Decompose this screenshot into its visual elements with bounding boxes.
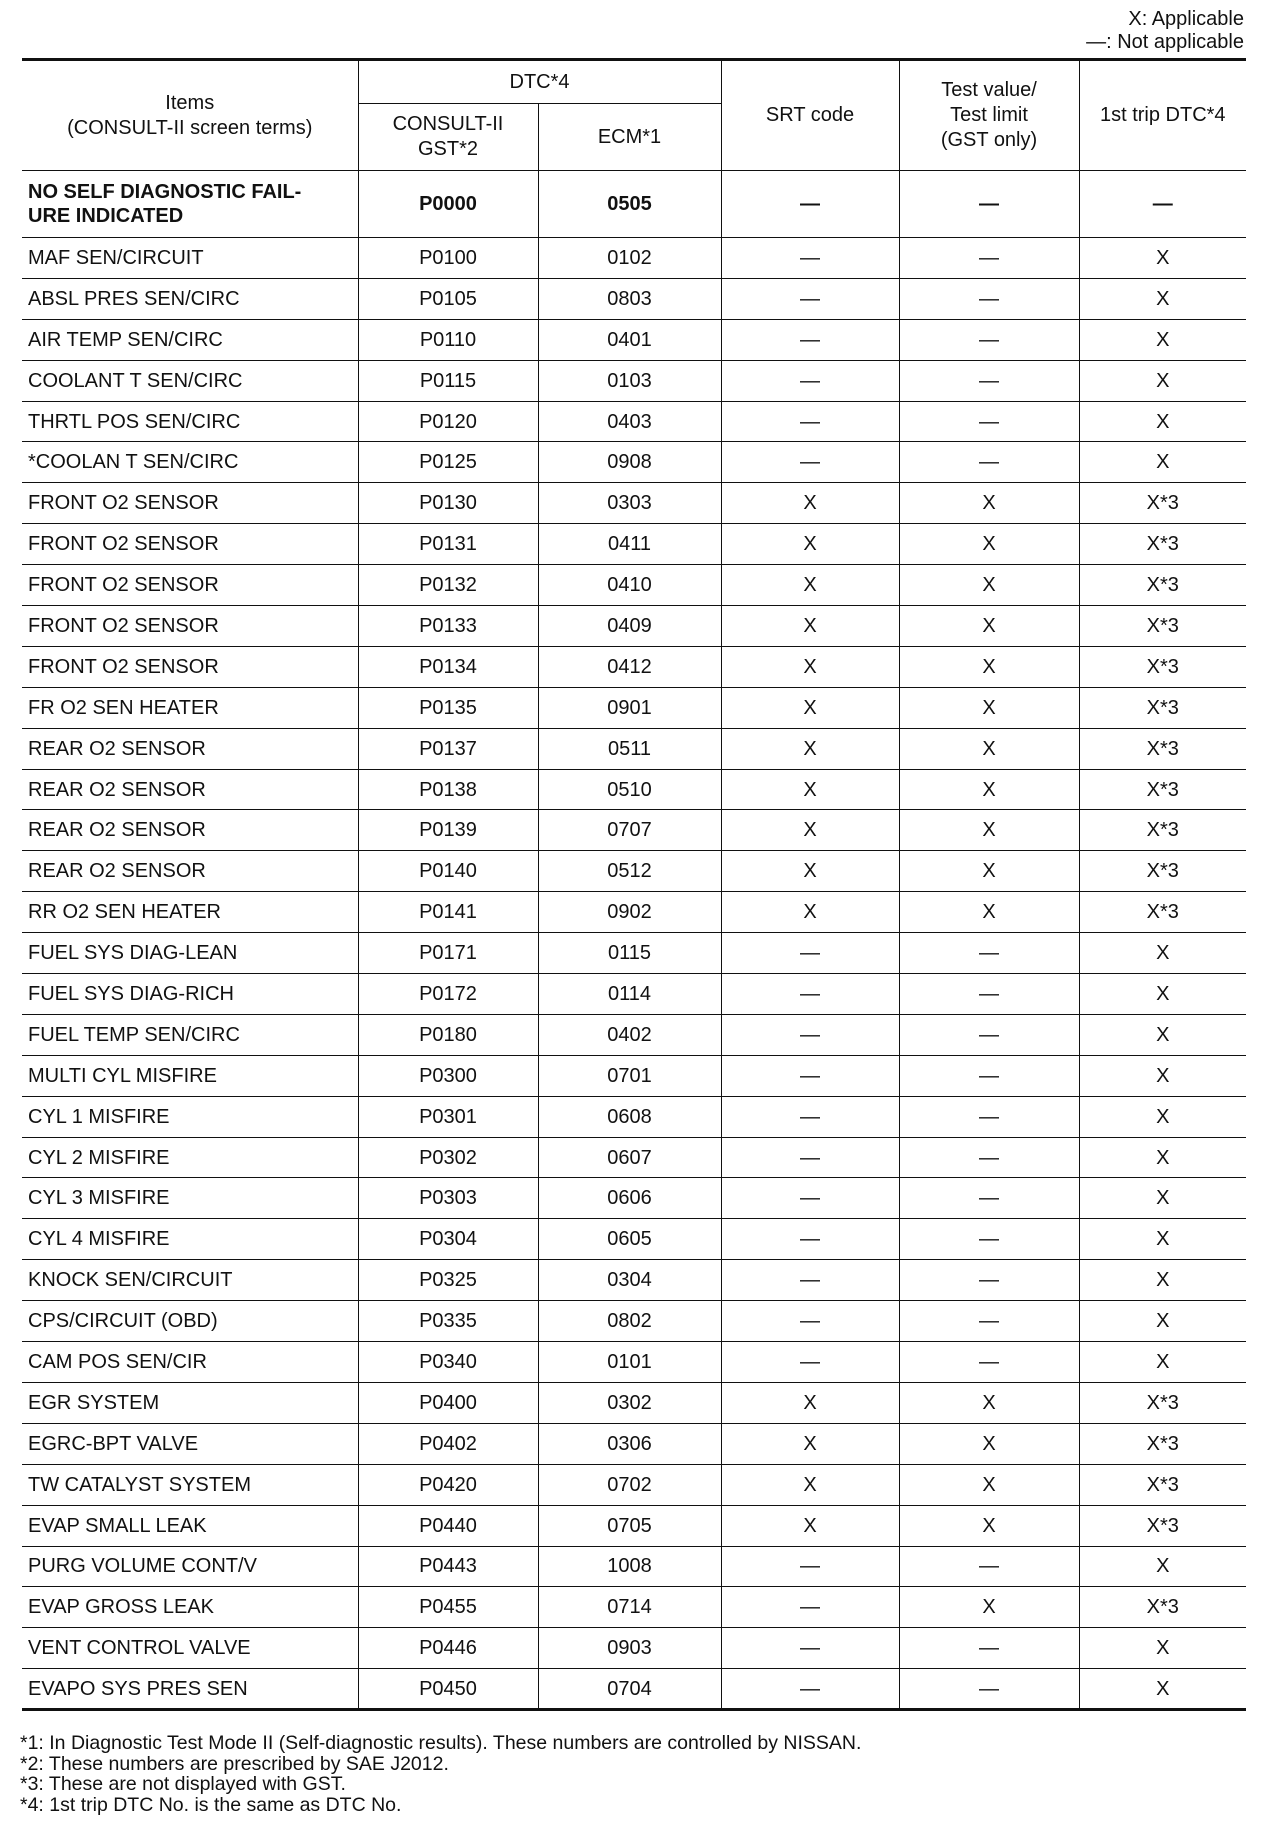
srt-cell: — xyxy=(721,1546,899,1587)
table-row xyxy=(22,892,1246,933)
srt-cell: X xyxy=(721,810,899,851)
item-cell: FRONT O2 SENSOR xyxy=(22,524,358,565)
srt-cell: — xyxy=(721,1178,899,1219)
first-trip-cell: X xyxy=(1079,360,1246,401)
item-cell: REAR O2 SENSOR xyxy=(22,728,358,769)
footnote: *2: These numbers are prescribed by SAE J2012. xyxy=(20,1752,449,1775)
srt-cell: — xyxy=(721,1137,899,1178)
first-trip-cell: X xyxy=(1079,442,1246,483)
ecm-cell: 1008 xyxy=(538,1546,721,1587)
item-cell: RR O2 SEN HEATER xyxy=(22,892,358,933)
ecm-cell: 0302 xyxy=(538,1382,721,1423)
first-trip-cell: X xyxy=(1079,1014,1246,1055)
consult-cell: P0134 xyxy=(358,646,538,687)
test-cell: — xyxy=(899,1137,1079,1178)
srt-cell: X xyxy=(721,524,899,565)
item-cell: EVAP GROSS LEAK xyxy=(22,1587,358,1628)
ecm-cell: 0511 xyxy=(538,728,721,769)
test-cell: X xyxy=(899,524,1079,565)
first-trip-cell: X xyxy=(1079,278,1246,319)
ecm-cell: 0304 xyxy=(538,1260,721,1301)
table-row xyxy=(22,401,1246,442)
item-cell: KNOCK SEN/CIRCUIT xyxy=(22,1260,358,1301)
table-row xyxy=(22,1096,1246,1137)
first-trip-cell: X*3 xyxy=(1079,606,1246,647)
table-row xyxy=(22,1260,1246,1301)
legend-applicable: X: Applicable xyxy=(1128,8,1244,30)
consult-cell: P0402 xyxy=(358,1423,538,1464)
consult-cell: P0105 xyxy=(358,278,538,319)
table-row xyxy=(22,1301,1246,1342)
consult-cell: P0130 xyxy=(358,483,538,524)
consult-cell: P0133 xyxy=(358,606,538,647)
ecm-cell: 0303 xyxy=(538,483,721,524)
consult-cell: P0139 xyxy=(358,810,538,851)
consult-cell: P0180 xyxy=(358,1014,538,1055)
srt-cell: X xyxy=(721,1423,899,1464)
srt-cell: — xyxy=(721,1342,899,1383)
test-cell: X xyxy=(899,1382,1079,1423)
table-row xyxy=(22,483,1246,524)
first-trip-cell: X xyxy=(1079,1219,1246,1260)
first-trip-cell: X*3 xyxy=(1079,483,1246,524)
consult-cell: P0140 xyxy=(358,851,538,892)
consult-cell: P0138 xyxy=(358,769,538,810)
first-trip-cell: X xyxy=(1079,933,1246,974)
srt-cell: X xyxy=(721,1464,899,1505)
srt-cell: — xyxy=(721,238,899,279)
item-cell: PURG VOLUME CONT/V xyxy=(22,1546,358,1587)
item-cell: MULTI CYL MISFIRE xyxy=(22,1055,358,1096)
test-cell: — xyxy=(899,238,1079,279)
srt-cell: — xyxy=(721,1260,899,1301)
table-row xyxy=(22,1669,1246,1710)
first-trip-cell: X*3 xyxy=(1079,1505,1246,1546)
ecm-cell: 0115 xyxy=(538,933,721,974)
consult-cell: P0450 xyxy=(358,1669,538,1710)
item-cell: FRONT O2 SENSOR xyxy=(22,606,358,647)
consult-cell: P0100 xyxy=(358,238,538,279)
test-cell: — xyxy=(899,401,1079,442)
srt-cell: X xyxy=(721,606,899,647)
item-cell: FUEL SYS DIAG-LEAN xyxy=(22,933,358,974)
first-trip-cell: X xyxy=(1079,974,1246,1015)
item-cell: CYL 4 MISFIRE xyxy=(22,1219,358,1260)
first-trip-cell: X*3 xyxy=(1079,1587,1246,1628)
item-cell: THRTL POS SEN/CIRC xyxy=(22,401,358,442)
consult-cell: P0141 xyxy=(358,892,538,933)
table-row xyxy=(22,1055,1246,1096)
first-trip-cell: X xyxy=(1079,1260,1246,1301)
item-cell: EGRC-BPT VALVE xyxy=(22,1423,358,1464)
ecm-cell: 0605 xyxy=(538,1219,721,1260)
ecm-cell: 0704 xyxy=(538,1669,721,1710)
srt-cell: X xyxy=(721,687,899,728)
ecm-cell: 0103 xyxy=(538,360,721,401)
ecm-cell: 0410 xyxy=(538,565,721,606)
ecm-cell: 0606 xyxy=(538,1178,721,1219)
first-trip-cell: X xyxy=(1079,1301,1246,1342)
test-cell: — xyxy=(899,1546,1079,1587)
srt-cell: — xyxy=(721,401,899,442)
ecm-cell: 0102 xyxy=(538,238,721,279)
ecm-cell: 0908 xyxy=(538,442,721,483)
srt-cell: — xyxy=(721,1587,899,1628)
table-row xyxy=(22,606,1246,647)
ecm-cell: 0412 xyxy=(538,646,721,687)
item-cell: FR O2 SEN HEATER xyxy=(22,687,358,728)
first-trip-cell: X*3 xyxy=(1079,851,1246,892)
table-row xyxy=(22,1628,1246,1669)
item-cell: EVAP SMALL LEAK xyxy=(22,1505,358,1546)
ecm-cell: 0802 xyxy=(538,1301,721,1342)
table-row xyxy=(22,1342,1246,1383)
table-row xyxy=(22,1464,1246,1505)
first-trip-cell: X xyxy=(1079,1178,1246,1219)
srt-cell: — xyxy=(721,1219,899,1260)
item-cell: CYL 1 MISFIRE xyxy=(22,1096,358,1137)
consult-cell: P0325 xyxy=(358,1260,538,1301)
test-cell: — xyxy=(899,1342,1079,1383)
first-trip-cell: X*3 xyxy=(1079,1423,1246,1464)
first-trip-cell: X xyxy=(1079,1546,1246,1587)
first-trip-cell: X*3 xyxy=(1079,565,1246,606)
first-trip-cell: X*3 xyxy=(1079,810,1246,851)
srt-cell: — xyxy=(721,933,899,974)
item-cell: AIR TEMP SEN/CIRC xyxy=(22,319,358,360)
ecm-cell: 0403 xyxy=(538,401,721,442)
first-trip-cell: — xyxy=(1079,171,1246,238)
ecm-cell: 0608 xyxy=(538,1096,721,1137)
item-cell: *COOLAN T SEN/CIRC xyxy=(22,442,358,483)
footnote: *4: 1st trip DTC No. is the same as DTC No. xyxy=(20,1793,402,1816)
item-cell: FUEL SYS DIAG-RICH xyxy=(22,974,358,1015)
item-cell: CYL 3 MISFIRE xyxy=(22,1178,358,1219)
item-cell: CAM POS SEN/CIR xyxy=(22,1342,358,1383)
first-trip-cell: X xyxy=(1079,1628,1246,1669)
first-trip-cell: X*3 xyxy=(1079,524,1246,565)
table-row xyxy=(22,1382,1246,1423)
ecm-cell: 0505 xyxy=(538,171,721,238)
test-cell: — xyxy=(899,1096,1079,1137)
consult-cell: P0304 xyxy=(358,1219,538,1260)
srt-cell: — xyxy=(721,1014,899,1055)
ecm-cell: 0114 xyxy=(538,974,721,1015)
test-cell: X xyxy=(899,892,1079,933)
table-row xyxy=(22,1546,1246,1587)
table-row xyxy=(22,810,1246,851)
srt-cell: — xyxy=(721,974,899,1015)
table-row xyxy=(22,851,1246,892)
item-cell: VENT CONTROL VALVE xyxy=(22,1628,358,1669)
table-row xyxy=(22,1505,1246,1546)
first-trip-cell: X*3 xyxy=(1079,892,1246,933)
table-row xyxy=(22,1587,1246,1628)
footnote: *3: These are not displayed with GST. xyxy=(20,1773,346,1795)
table-row xyxy=(22,1137,1246,1178)
first-trip-cell: X*3 xyxy=(1079,1464,1246,1505)
item-cell: EGR SYSTEM xyxy=(22,1382,358,1423)
consult-cell: P0172 xyxy=(358,974,538,1015)
first-trip-cell: X xyxy=(1079,401,1246,442)
table-body xyxy=(22,171,1246,1710)
table-row xyxy=(22,565,1246,606)
table-row xyxy=(22,769,1246,810)
consult-cell: P0400 xyxy=(358,1382,538,1423)
test-cell: — xyxy=(899,974,1079,1015)
consult-cell: P0443 xyxy=(358,1546,538,1587)
ecm-cell: 0705 xyxy=(538,1505,721,1546)
consult-cell: P0302 xyxy=(358,1137,538,1178)
item-cell: MAF SEN/CIRCUIT xyxy=(22,238,358,279)
srt-cell: — xyxy=(721,278,899,319)
item-cell: REAR O2 SENSOR xyxy=(22,769,358,810)
consult-cell: P0135 xyxy=(358,687,538,728)
test-cell: — xyxy=(899,1219,1079,1260)
test-cell: X xyxy=(899,1505,1079,1546)
table-row xyxy=(22,1178,1246,1219)
test-cell: — xyxy=(899,1260,1079,1301)
test-cell: X xyxy=(899,728,1079,769)
first-trip-cell: X xyxy=(1079,1342,1246,1383)
item-cell: CPS/CIRCUIT (OBD) xyxy=(22,1301,358,1342)
test-cell: — xyxy=(899,171,1079,238)
footnote: *1: In Diagnostic Test Mode II (Self-diagnostic results). These numbers are controlled by NISSAN. xyxy=(20,1732,862,1754)
item-cell: EVAPO SYS PRES SEN xyxy=(22,1669,358,1710)
ecm-cell: 0701 xyxy=(538,1055,721,1096)
table-row xyxy=(22,933,1246,974)
table-row xyxy=(22,360,1246,401)
first-trip-cell: X*3 xyxy=(1079,769,1246,810)
consult-cell: P0131 xyxy=(358,524,538,565)
first-trip-cell: X xyxy=(1079,1055,1246,1096)
test-cell: X xyxy=(899,606,1079,647)
table-row xyxy=(22,238,1246,279)
table-row xyxy=(22,1219,1246,1260)
srt-cell: — xyxy=(721,1669,899,1710)
header-dtc: DTC*4 xyxy=(358,60,721,104)
ecm-cell: 0411 xyxy=(538,524,721,565)
header-srt-code: SRT code xyxy=(721,60,899,171)
consult-cell: P0440 xyxy=(358,1505,538,1546)
first-trip-cell: X xyxy=(1079,1669,1246,1710)
test-cell: — xyxy=(899,442,1079,483)
table-row xyxy=(22,974,1246,1015)
table-row xyxy=(22,1014,1246,1055)
legend-not-applicable: —: Not applicable xyxy=(1086,31,1244,53)
consult-cell: P0340 xyxy=(358,1342,538,1383)
item-cell: NO SELF DIAGNOSTIC FAIL- URE INDICATED xyxy=(22,171,358,238)
ecm-cell: 0512 xyxy=(538,851,721,892)
table-row xyxy=(22,442,1246,483)
test-cell: — xyxy=(899,1178,1079,1219)
ecm-cell: 0903 xyxy=(538,1628,721,1669)
dtc-table xyxy=(22,58,1246,1711)
footnotes xyxy=(20,1733,861,1815)
test-cell: X xyxy=(899,851,1079,892)
test-cell: — xyxy=(899,319,1079,360)
ecm-cell: 0707 xyxy=(538,810,721,851)
test-cell: X xyxy=(899,769,1079,810)
header-first-trip-dtc: 1st trip DTC*4 xyxy=(1079,60,1246,171)
srt-cell: X xyxy=(721,1505,899,1546)
test-cell: X xyxy=(899,483,1079,524)
consult-cell: P0446 xyxy=(358,1628,538,1669)
srt-cell: — xyxy=(721,442,899,483)
item-cell: ABSL PRES SEN/CIRC xyxy=(22,278,358,319)
test-cell: — xyxy=(899,1669,1079,1710)
srt-cell: — xyxy=(721,319,899,360)
consult-cell: P0300 xyxy=(358,1055,538,1096)
legend xyxy=(1086,8,1244,54)
ecm-cell: 0409 xyxy=(538,606,721,647)
test-cell: — xyxy=(899,1055,1079,1096)
header-ecm: ECM*1 xyxy=(538,104,721,171)
srt-cell: — xyxy=(721,1301,899,1342)
ecm-cell: 0803 xyxy=(538,278,721,319)
ecm-cell: 0607 xyxy=(538,1137,721,1178)
item-cell: CYL 2 MISFIRE xyxy=(22,1137,358,1178)
test-cell: — xyxy=(899,1014,1079,1055)
item-cell: FUEL TEMP SEN/CIRC xyxy=(22,1014,358,1055)
ecm-cell: 0902 xyxy=(538,892,721,933)
srt-cell: X xyxy=(721,565,899,606)
consult-cell: P0335 xyxy=(358,1301,538,1342)
consult-cell: P0171 xyxy=(358,933,538,974)
consult-cell: P0301 xyxy=(358,1096,538,1137)
ecm-cell: 0510 xyxy=(538,769,721,810)
srt-cell: X xyxy=(721,483,899,524)
first-trip-cell: X xyxy=(1079,319,1246,360)
test-cell: X xyxy=(899,565,1079,606)
consult-cell: P0455 xyxy=(358,1587,538,1628)
item-cell: REAR O2 SENSOR xyxy=(22,810,358,851)
item-cell: FRONT O2 SENSOR xyxy=(22,483,358,524)
table-row xyxy=(22,1423,1246,1464)
item-cell: REAR O2 SENSOR xyxy=(22,851,358,892)
test-cell: X xyxy=(899,646,1079,687)
table-row xyxy=(22,319,1246,360)
srt-cell: — xyxy=(721,171,899,238)
ecm-cell: 0901 xyxy=(538,687,721,728)
item-cell: COOLANT T SEN/CIRC xyxy=(22,360,358,401)
consult-cell: P0420 xyxy=(358,1464,538,1505)
srt-cell: X xyxy=(721,892,899,933)
srt-cell: — xyxy=(721,360,899,401)
srt-cell: — xyxy=(721,1055,899,1096)
ecm-cell: 0306 xyxy=(538,1423,721,1464)
srt-cell: X xyxy=(721,851,899,892)
first-trip-cell: X xyxy=(1079,1096,1246,1137)
test-cell: X xyxy=(899,687,1079,728)
srt-cell: X xyxy=(721,769,899,810)
test-cell: X xyxy=(899,810,1079,851)
table-row xyxy=(22,687,1246,728)
table-row xyxy=(22,524,1246,565)
srt-cell: X xyxy=(721,1382,899,1423)
test-cell: X xyxy=(899,1587,1079,1628)
ecm-cell: 0401 xyxy=(538,319,721,360)
test-cell: — xyxy=(899,933,1079,974)
test-cell: — xyxy=(899,360,1079,401)
header-consult-gst: CONSULT-II GST*2 xyxy=(358,104,538,171)
consult-cell: P0110 xyxy=(358,319,538,360)
consult-cell: P0115 xyxy=(358,360,538,401)
first-trip-cell: X xyxy=(1079,238,1246,279)
consult-cell: P0303 xyxy=(358,1178,538,1219)
srt-cell: — xyxy=(721,1096,899,1137)
test-cell: — xyxy=(899,1628,1079,1669)
item-cell: FRONT O2 SENSOR xyxy=(22,565,358,606)
test-cell: — xyxy=(899,278,1079,319)
first-trip-cell: X*3 xyxy=(1079,1382,1246,1423)
consult-cell: P0137 xyxy=(358,728,538,769)
table-row xyxy=(22,646,1246,687)
table-row xyxy=(22,728,1246,769)
consult-cell: P0125 xyxy=(358,442,538,483)
first-trip-cell: X xyxy=(1079,1137,1246,1178)
srt-cell: X xyxy=(721,646,899,687)
ecm-cell: 0702 xyxy=(538,1464,721,1505)
item-cell: TW CATALYST SYSTEM xyxy=(22,1464,358,1505)
first-trip-cell: X*3 xyxy=(1079,687,1246,728)
ecm-cell: 0402 xyxy=(538,1014,721,1055)
header-items: Items (CONSULT-II screen terms) xyxy=(22,60,358,171)
test-cell: X xyxy=(899,1464,1079,1505)
consult-cell: P0132 xyxy=(358,565,538,606)
table-row xyxy=(22,171,1246,238)
first-trip-cell: X*3 xyxy=(1079,646,1246,687)
test-cell: X xyxy=(899,1423,1079,1464)
item-cell: FRONT O2 SENSOR xyxy=(22,646,358,687)
consult-cell: P0000 xyxy=(358,171,538,238)
consult-cell: P0120 xyxy=(358,401,538,442)
first-trip-cell: X*3 xyxy=(1079,728,1246,769)
table-row xyxy=(22,278,1246,319)
test-cell: — xyxy=(899,1301,1079,1342)
srt-cell: — xyxy=(721,1628,899,1669)
header-test-value: Test value/ Test limit (GST only) xyxy=(899,60,1079,171)
srt-cell: X xyxy=(721,728,899,769)
ecm-cell: 0714 xyxy=(538,1587,721,1628)
ecm-cell: 0101 xyxy=(538,1342,721,1383)
